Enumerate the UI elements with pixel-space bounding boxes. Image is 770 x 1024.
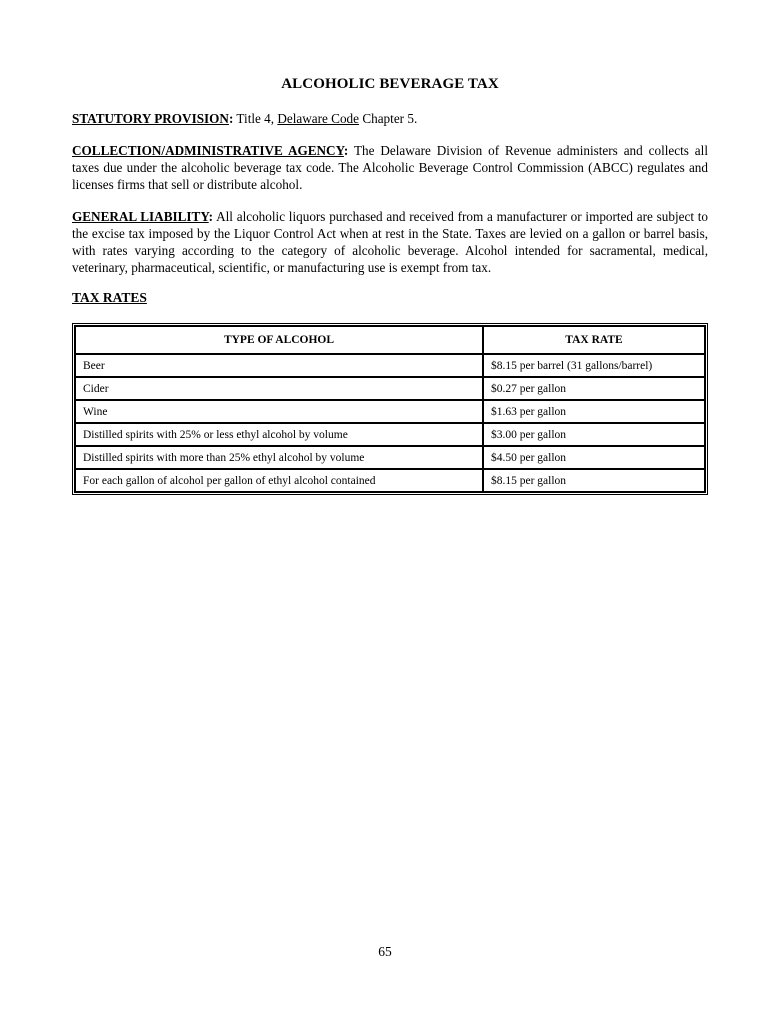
table-cell-type: For each gallon of alcohol per gallon of ethyl alcohol contained	[75, 469, 483, 492]
table-cell-rate: $8.15 per gallon	[483, 469, 705, 492]
table-row	[75, 446, 705, 469]
table-row	[75, 469, 705, 492]
tax-rates-heading: TAX RATES	[72, 290, 147, 305]
table-row	[75, 354, 705, 377]
delaware-code-reference: Delaware Code	[277, 111, 360, 126]
general-liability-paragraph	[72, 208, 708, 276]
table-cell-type: Distilled spirits with 25% or less ethyl alcohol by volume	[75, 423, 483, 446]
general-liability-colon: :	[208, 209, 214, 224]
column-header-type: TYPE OF ALCOHOL	[75, 326, 483, 354]
statutory-provision-paragraph	[72, 110, 708, 127]
collection-agency-paragraph	[72, 142, 708, 193]
table-cell-type: Beer	[75, 354, 483, 377]
general-liability-text: All alcoholic liquors purchased and received from a manufacturer or imported are subject to the excise tax imposed by the Liquor Control Act when at rest in the State. Taxes are levied on a gallon or barrel basis, with rates varying according to the category of alcoholic beverage. Alcohol intended for sacramental, medical, veterinary, pharmaceutical, scientific, or manufacturing use is exempt from tax.	[72, 209, 709, 275]
statutory-provision-text-pre: Title 4,	[233, 111, 278, 126]
table-row	[75, 377, 705, 400]
table-header-row	[75, 326, 705, 354]
statutory-provision-text-post: Chapter 5.	[359, 111, 418, 126]
statutory-provision-label: STATUTORY PROVISION	[72, 111, 229, 126]
tax-rates-table	[72, 323, 708, 495]
collection-agency-colon: :	[343, 143, 349, 158]
collection-agency-label: COLLECTION/ADMINISTRATIVE AGENCY	[72, 143, 344, 158]
page-title: ALCOHOLIC BEVERAGE TAX	[281, 76, 499, 92]
page-number: 65	[378, 944, 392, 959]
tax-rates-table-wrapper	[72, 323, 708, 495]
table-cell-type: Cider	[75, 377, 483, 400]
table-cell-rate: $8.15 per barrel (31 gallons/barrel)	[483, 354, 705, 377]
general-liability-label: GENERAL LIABILITY	[72, 209, 209, 224]
table-row	[75, 423, 705, 446]
table-cell-rate: $3.00 per gallon	[483, 423, 705, 446]
statutory-provision-colon: :	[228, 111, 234, 126]
table-cell-type: Distilled spirits with more than 25% ethyl alcohol by volume	[75, 446, 483, 469]
table-cell-rate: $0.27 per gallon	[483, 377, 705, 400]
table-cell-type: Wine	[75, 400, 483, 423]
table-cell-rate: $1.63 per gallon	[483, 400, 705, 423]
table-cell-rate: $4.50 per gallon	[483, 446, 705, 469]
collection-agency-text: The Delaware Division of Revenue administers and collects all taxes due under the alcoholic beverage tax code. The Alcoholic Beverage Control Commission (ABCC) regulates and licenses firms that sell or distribute alcohol.	[72, 143, 708, 192]
table-row	[75, 400, 705, 423]
column-header-rate: TAX RATE	[483, 326, 705, 354]
